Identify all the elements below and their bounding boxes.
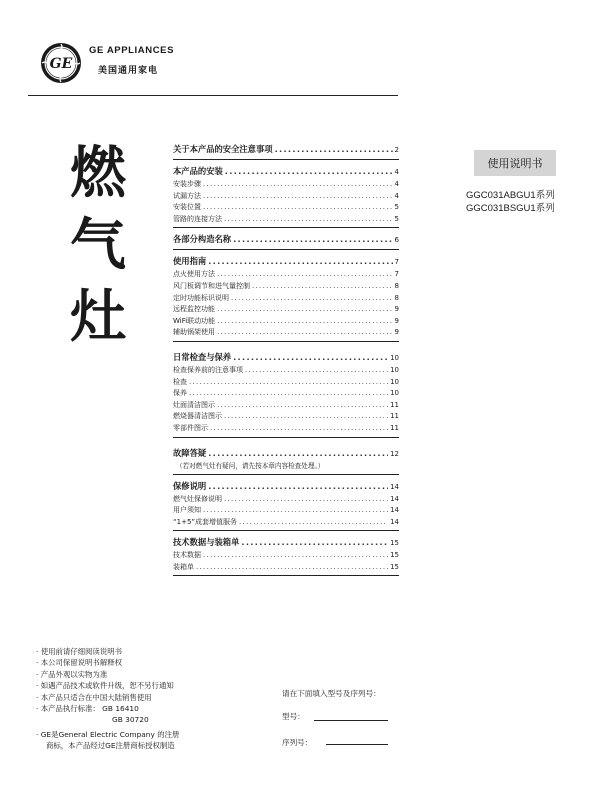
toc-section-specs bbox=[173, 536, 399, 576]
notes-list bbox=[36, 646, 286, 752]
toc-section-maintenance bbox=[173, 351, 399, 438]
toc-entry[interactable]: 管路的连接方法 ..... 5 bbox=[173, 214, 399, 226]
title-char: 灶 bbox=[70, 285, 126, 350]
toc-entry[interactable]: WiFi联动功能 ..... 9 bbox=[173, 316, 399, 328]
toc-heading[interactable]: 各部分构造名称 ..... 6 bbox=[173, 233, 399, 247]
note-line: · 产品外观以实物为准 bbox=[36, 669, 108, 679]
toc-entry[interactable]: 燃烧器清洁图示 ..... 11 bbox=[173, 411, 399, 423]
ge-logo bbox=[40, 42, 82, 84]
toc-entry[interactable]: 灶面清洁图示 ..... 11 bbox=[173, 400, 399, 412]
toc-entry[interactable]: 装箱单 ..... 15 bbox=[173, 562, 399, 574]
toc-entry[interactable]: 保养 ..... 10 bbox=[173, 388, 399, 400]
section-divider bbox=[173, 575, 399, 576]
toc-entry[interactable]: 零部件图示 ..... 11 bbox=[173, 423, 399, 435]
brand-name-en: GE APPLIANCES bbox=[89, 45, 175, 56]
toc-heading[interactable]: 关于本产品的安全注意事项 ..... 2 bbox=[173, 143, 399, 157]
toc-entry[interactable]: 安装步骤 ..... 4 bbox=[173, 179, 399, 191]
toc-heading[interactable]: 故障答疑 ..... 12 bbox=[173, 447, 399, 461]
note-line: 商标，本产品经过GE注册商标授权制造 bbox=[46, 741, 175, 751]
toc-section-usage bbox=[173, 255, 399, 342]
note-line: · GE是General Electric Company 的注册 bbox=[36, 729, 180, 739]
note-line: · 如遇产品技术或软件升级，恕不另行通知 bbox=[36, 681, 174, 691]
note-line: · 使用前请仔细阅读说明书 bbox=[36, 647, 122, 656]
toc-heading[interactable]: 保修说明 ..... 14 bbox=[173, 480, 399, 494]
note-line: GB 30720 bbox=[112, 715, 149, 725]
fill-in-prompt: 请在下面填入型号及序列号： bbox=[282, 689, 381, 698]
title-char: 气 bbox=[70, 213, 126, 278]
toc-section-install bbox=[173, 165, 399, 228]
toc-section-safety bbox=[173, 143, 399, 160]
toc-entry[interactable]: 风门板调节和进气量控制 ..... 8 bbox=[173, 281, 399, 293]
toc-entry[interactable]: 辅助锅架使用 ..... 9 bbox=[173, 327, 399, 339]
note-line: · 本公司保留说明书解释权 bbox=[36, 658, 122, 668]
toc-heading[interactable]: 使用指南 ..... 7 bbox=[173, 255, 399, 269]
toc-note: （若对燃气灶有疑问，请先按本章内容检查处理。） bbox=[176, 461, 325, 470]
model-label: 型号： bbox=[282, 712, 305, 721]
toc-heading[interactable]: 技术数据与装箱单 ..... 15 bbox=[173, 536, 399, 550]
toc-section-warranty bbox=[173, 480, 399, 532]
toc-heading[interactable]: 日常检查与保养 ..... 10 bbox=[173, 351, 399, 365]
toc-entry[interactable]: 技术数据 ..... 15 bbox=[173, 550, 399, 562]
toc-section-troubleshooting bbox=[173, 447, 399, 475]
toc-entry[interactable]: 试漏方法 ..... 4 bbox=[173, 191, 399, 203]
model-input-line[interactable] bbox=[314, 720, 388, 721]
model-number: GGC031BSGU1系列 bbox=[466, 203, 555, 214]
header-divider bbox=[28, 95, 398, 96]
title-char: 燃 bbox=[70, 141, 126, 206]
toc-entry[interactable]: 远程监控功能 ..... 9 bbox=[173, 304, 399, 316]
manual-label: 使用说明书 bbox=[474, 150, 556, 176]
toc-entry[interactable]: 燃气灶保修说明 ..... 14 bbox=[173, 494, 399, 506]
note-line: · 本产品只适合在中国大陆销售使用 bbox=[36, 692, 152, 702]
logo-text: GE bbox=[49, 56, 73, 72]
note-line: · 本产品执行标准： GB 16410 bbox=[36, 704, 139, 714]
toc-entry[interactable]: 检查 ..... 10 bbox=[173, 377, 399, 389]
model-number: GGC031ABGU1系列 bbox=[466, 190, 555, 201]
toc-heading[interactable]: 本产品的安装 ..... 4 bbox=[173, 165, 399, 179]
toc-entry[interactable]: 检查保养前的注意事项 ..... 10 bbox=[173, 365, 399, 377]
toc-section-parts bbox=[173, 233, 399, 250]
serial-input-line[interactable] bbox=[326, 744, 388, 745]
toc-entry[interactable]: 点火使用方法 ..... 7 bbox=[173, 269, 399, 281]
brand-name-cn: 美国通用家电 bbox=[98, 66, 159, 76]
toc-entry[interactable]: “1+5”成套增值服务 ..... 14 bbox=[173, 517, 399, 529]
toc-entry[interactable]: 定时功能标识说明 ..... 8 bbox=[173, 293, 399, 305]
table-of-contents bbox=[173, 143, 399, 576]
toc-entry[interactable]: 用户须知 ..... 14 bbox=[173, 505, 399, 517]
product-title bbox=[58, 138, 138, 354]
serial-label: 序列号： bbox=[282, 738, 313, 747]
toc-entry[interactable]: 安装位置 ..... 5 bbox=[173, 202, 399, 214]
